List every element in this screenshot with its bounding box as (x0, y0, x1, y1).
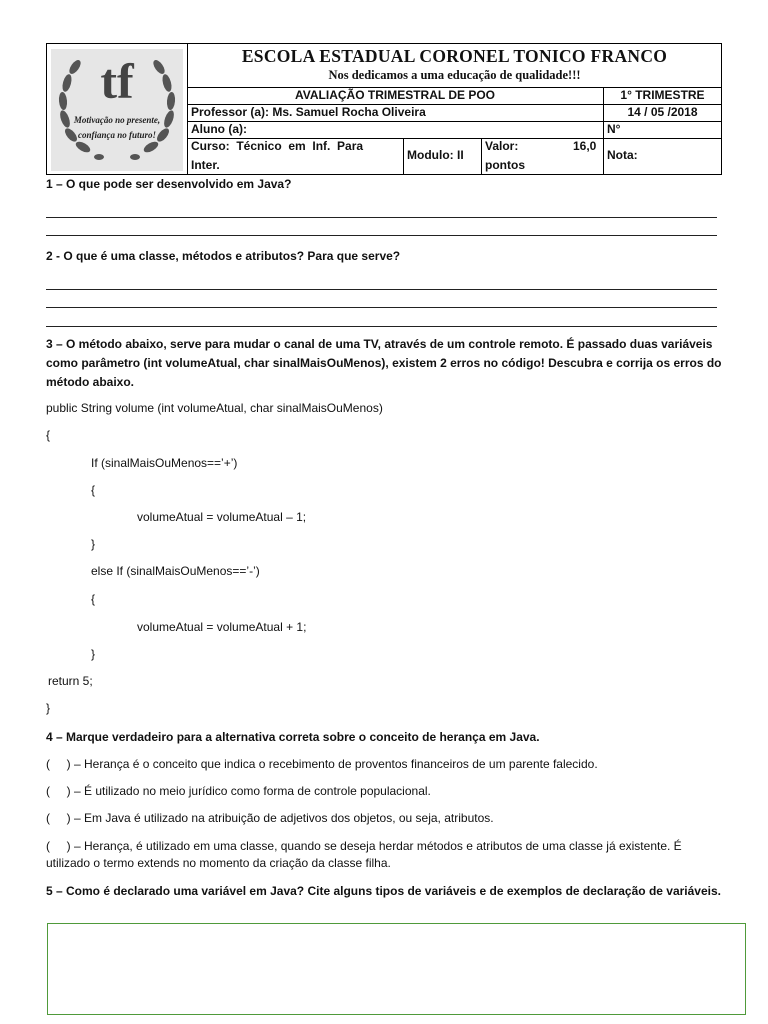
code-line: else If (sinalMaisOuMenos==’-’) (91, 564, 260, 578)
school-name: ESCOLA ESTADUAL CORONEL TONICO FRANCO (241, 46, 668, 66)
trimester: 1° TRIMESTRE (620, 88, 705, 102)
course-line1: Curso: Técnico em Inf. Para (191, 139, 364, 153)
answer-line[interactable] (46, 326, 717, 327)
module: Modulo: II (407, 148, 464, 162)
question-4: 4 – Marque verdadeiro para a alternativa correta sobre o conceito de herança em Java. (46, 730, 540, 744)
answer-box[interactable] (47, 923, 746, 1015)
value-unit: pontos (485, 158, 525, 172)
school-logo (47, 44, 188, 174)
code-line: { (91, 483, 96, 497)
code-line: } (46, 701, 51, 715)
question-5: 5 – Como é declarado uma variável em Java? Cite alguns tipos de variáveis e de exemplos de declaração de variáveis. (46, 884, 721, 898)
school-motto: Nos dedicamos a uma educação de qualidade!!! (328, 68, 581, 82)
value-points: 16,0 (573, 139, 597, 153)
number-label: N° (607, 122, 621, 136)
question-2: 2 - O que é uma classe, métodos e atributos? Para que serve? (46, 249, 401, 263)
exam-header (46, 43, 722, 175)
option-a[interactable]: ( ) – Herança é o conceito que indica o recebimento de proventos financeiros de um parente falecido. (46, 757, 598, 771)
exam-date: 14 / 05 /2018 (627, 105, 698, 119)
option-d[interactable]: ( ) – Herança, é utilizado em uma classe, quando se deseja herdar métodos e atributos de uma classe já existente. É utilizado o termo extends no momento da criação da classe filha. (46, 839, 686, 870)
code-line: public String volume (int volumeAtual, char sinalMaisOuMenos) (46, 401, 383, 415)
logo-monogram: tf (100, 53, 134, 109)
question-1: 1 – O que pode ser desenvolvido em Java? (46, 177, 292, 191)
option-b[interactable]: ( ) – É utilizado no meio jurídico como forma de controle populacional. (46, 784, 431, 798)
code-line: volumeAtual = volumeAtual + 1; (137, 620, 307, 634)
option-c[interactable]: ( ) – Em Java é utilizado na atribuição de adjetivos dos objetos, ou seja, atributos. (46, 811, 494, 825)
code-line: { (46, 428, 51, 442)
answer-line[interactable] (46, 235, 717, 236)
code-line: } (91, 537, 96, 551)
divider (403, 138, 404, 175)
divider (481, 138, 482, 175)
answer-line[interactable] (46, 289, 717, 290)
grade-label: Nota: (607, 148, 638, 162)
code-line: { (91, 592, 96, 606)
logo-slogan-line1: Motivação no presente, (73, 115, 161, 125)
code-line: return 5; (48, 674, 93, 688)
code-line: If (sinalMaisOuMenos==’+’) (91, 456, 238, 470)
student-label: Aluno (a): (191, 122, 247, 136)
code-line: volumeAtual = volumeAtual – 1; (137, 510, 307, 524)
exam-title: AVALIAÇÃO TRIMESTRAL DE POO (294, 88, 495, 102)
logo-background (51, 49, 183, 171)
teacher: Professor (a): Ms. Samuel Rocha Oliveira (191, 105, 426, 119)
divider (187, 121, 721, 122)
answer-line[interactable] (46, 307, 717, 308)
logo-slogan-line2: confiança no futuro! (77, 130, 157, 140)
course-line2: Inter. (191, 158, 220, 172)
value-label: Valor: (485, 139, 519, 153)
answer-line[interactable] (46, 217, 717, 218)
code-line: } (91, 647, 96, 661)
question-3: 3 – O método abaixo, serve para mudar o canal de uma TV, através de um controle remoto. É passado duas variáveis como parâmetro (int volumeAtual, char sinalMaisOuMenos), existem 2 erros no código! Descubra e corrija os erros do método abaixo. (46, 337, 722, 389)
